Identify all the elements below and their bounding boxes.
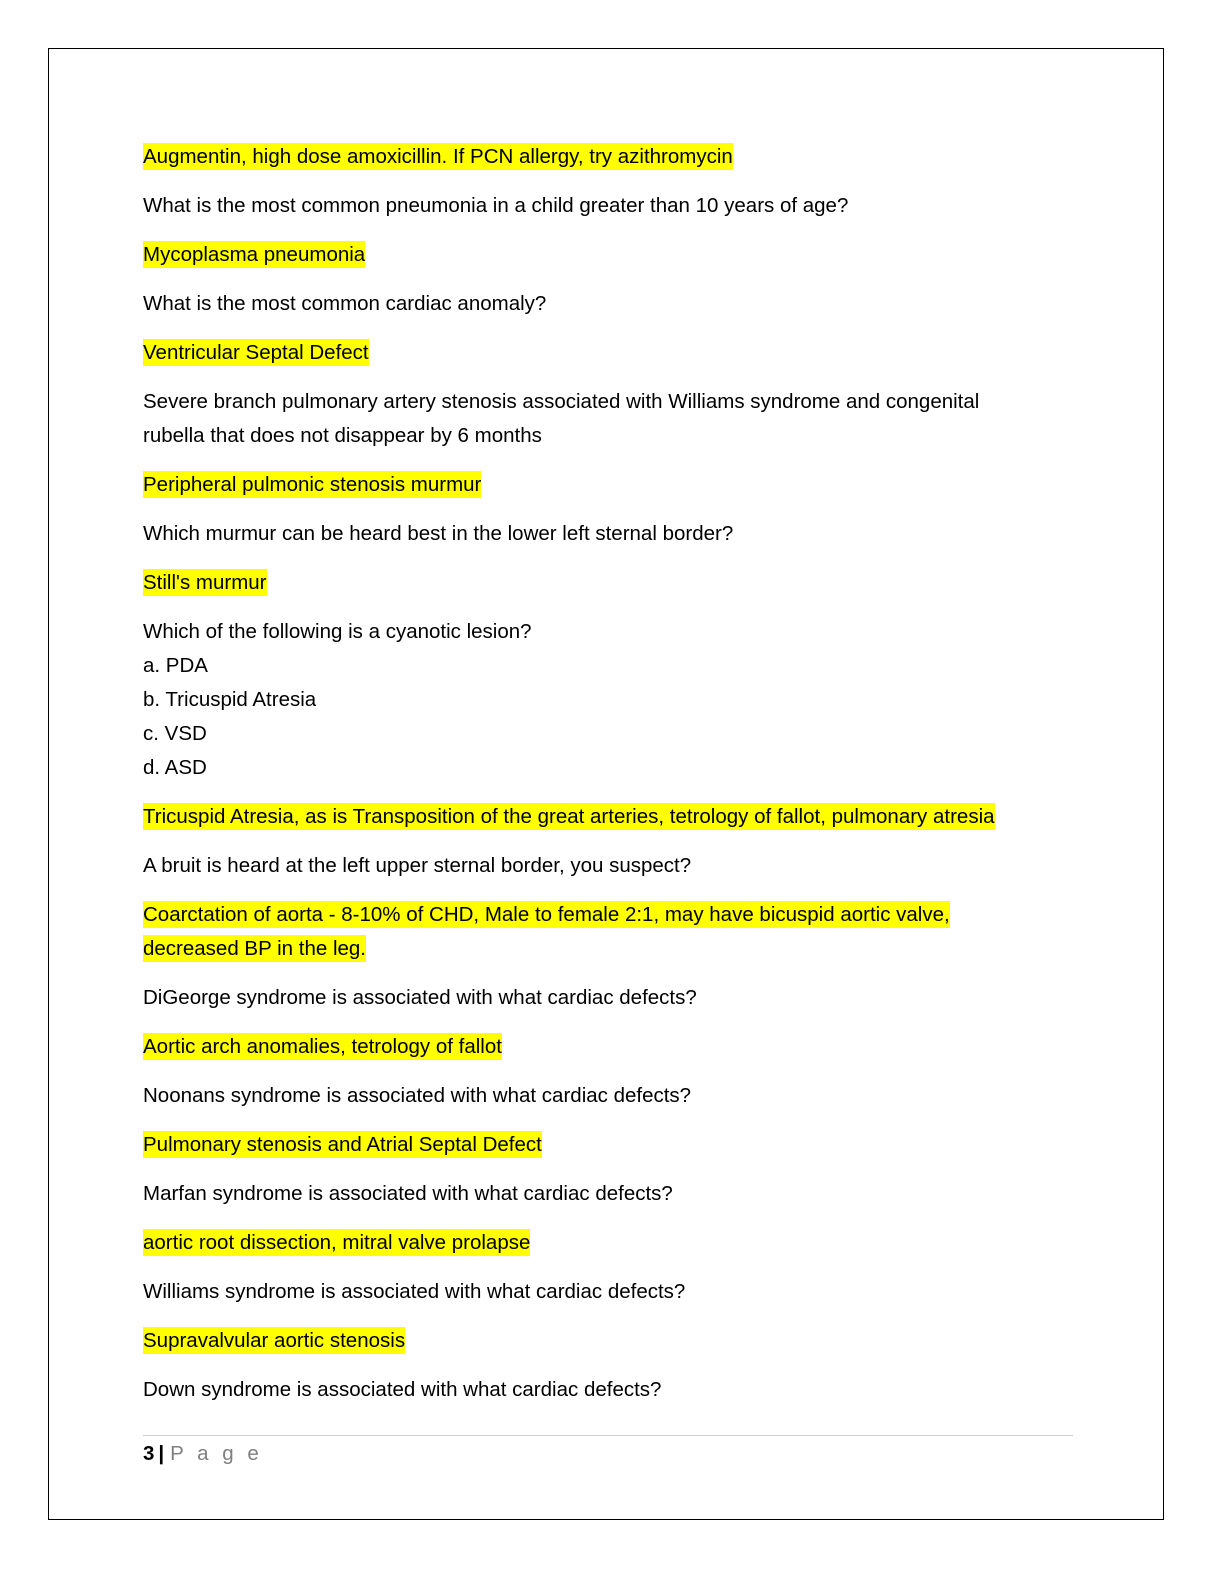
answer-line bbox=[143, 566, 1083, 600]
question-paragraph bbox=[143, 189, 1083, 223]
answer-line bbox=[143, 898, 1083, 932]
answer-paragraph bbox=[143, 238, 1083, 272]
highlighted-text: Ventricular Septal Defect bbox=[143, 341, 369, 364]
answer-line bbox=[143, 140, 1083, 174]
document-body bbox=[143, 140, 1083, 1422]
question-line: Which of the following is a cyanotic lesion? bbox=[143, 620, 532, 643]
footer-separator: | bbox=[158, 1442, 165, 1465]
highlighted-text: decreased BP in the leg. bbox=[143, 937, 366, 960]
answer-paragraph bbox=[143, 468, 1083, 502]
answer-paragraph bbox=[143, 1128, 1083, 1162]
highlighted-text: aortic root dissection, mitral valve prolapse bbox=[143, 1231, 531, 1254]
question-paragraph bbox=[143, 1177, 1083, 1211]
highlighted-text: Mycoplasma pneumonia bbox=[143, 243, 366, 266]
highlighted-text: Tricuspid Atresia, as is Transposition of the great arteries, tetrology of fallot, pulmonary atresia bbox=[143, 805, 995, 828]
question-line: Marfan syndrome is associated with what cardiac defects? bbox=[143, 1182, 673, 1205]
answer-line bbox=[143, 932, 1083, 966]
question-line: Down syndrome is associated with what cardiac defects? bbox=[143, 1378, 662, 1401]
highlighted-text: Peripheral pulmonic stenosis murmur bbox=[143, 473, 482, 496]
question-paragraph bbox=[143, 981, 1083, 1015]
question-line: What is the most common pneumonia in a child greater than 10 years of age? bbox=[143, 194, 849, 217]
highlighted-text: Augmentin, high dose amoxicillin. If PCN allergy, try azithromycin bbox=[143, 145, 733, 168]
highlighted-text: Coarctation of aorta - 8-10% of CHD, Male to female 2:1, may have bicuspid aortic valve, bbox=[143, 903, 950, 926]
question-line: d. ASD bbox=[143, 756, 207, 779]
question-paragraph bbox=[143, 615, 1083, 785]
footer-divider bbox=[143, 1435, 1073, 1436]
question-line: Noonans syndrome is associated with what cardiac defects? bbox=[143, 1084, 692, 1107]
answer-paragraph bbox=[143, 898, 1083, 966]
answer-line bbox=[143, 1324, 1083, 1358]
answer-paragraph bbox=[143, 1226, 1083, 1260]
question-line: DiGeorge syndrome is associated with what cardiac defects? bbox=[143, 986, 697, 1009]
question-paragraph bbox=[143, 1079, 1083, 1113]
question-line: rubella that does not disappear by 6 months bbox=[143, 424, 542, 447]
answer-line bbox=[143, 238, 1083, 272]
answer-line bbox=[143, 1128, 1083, 1162]
answer-line bbox=[143, 336, 1083, 370]
page-number: 3 bbox=[143, 1442, 155, 1465]
question-paragraph bbox=[143, 385, 1083, 453]
answer-line bbox=[143, 1226, 1083, 1260]
answer-paragraph bbox=[143, 1324, 1083, 1358]
question-paragraph bbox=[143, 1275, 1083, 1309]
highlighted-text: Supravalvular aortic stenosis bbox=[143, 1329, 406, 1352]
question-paragraph bbox=[143, 1373, 1083, 1407]
answer-paragraph bbox=[143, 336, 1083, 370]
answer-line bbox=[143, 1030, 1083, 1064]
question-line: Williams syndrome is associated with what cardiac defects? bbox=[143, 1280, 686, 1303]
answer-paragraph bbox=[143, 140, 1083, 174]
highlighted-text: Still's murmur bbox=[143, 571, 267, 594]
highlighted-text: Pulmonary stenosis and Atrial Septal Defect bbox=[143, 1133, 542, 1156]
question-line: Severe branch pulmonary artery stenosis associated with Williams syndrome and congenital bbox=[143, 390, 980, 413]
question-paragraph bbox=[143, 849, 1083, 883]
answer-paragraph bbox=[143, 1030, 1083, 1064]
answer-line bbox=[143, 468, 1083, 502]
page-label: P a g e bbox=[170, 1442, 263, 1465]
answer-paragraph bbox=[143, 566, 1083, 600]
answer-paragraph bbox=[143, 800, 1083, 834]
question-line: b. Tricuspid Atresia bbox=[143, 688, 317, 711]
answer-line bbox=[143, 800, 1083, 834]
question-line: A bruit is heard at the left upper sternal border, you suspect? bbox=[143, 854, 692, 877]
question-line: What is the most common cardiac anomaly? bbox=[143, 292, 547, 315]
page-footer bbox=[143, 1438, 263, 1470]
question-line: Which murmur can be heard best in the lower left sternal border? bbox=[143, 522, 734, 545]
question-line: a. PDA bbox=[143, 654, 208, 677]
question-line: c. VSD bbox=[143, 722, 207, 745]
question-paragraph bbox=[143, 517, 1083, 551]
question-paragraph bbox=[143, 287, 1083, 321]
highlighted-text: Aortic arch anomalies, tetrology of fallot bbox=[143, 1035, 502, 1058]
